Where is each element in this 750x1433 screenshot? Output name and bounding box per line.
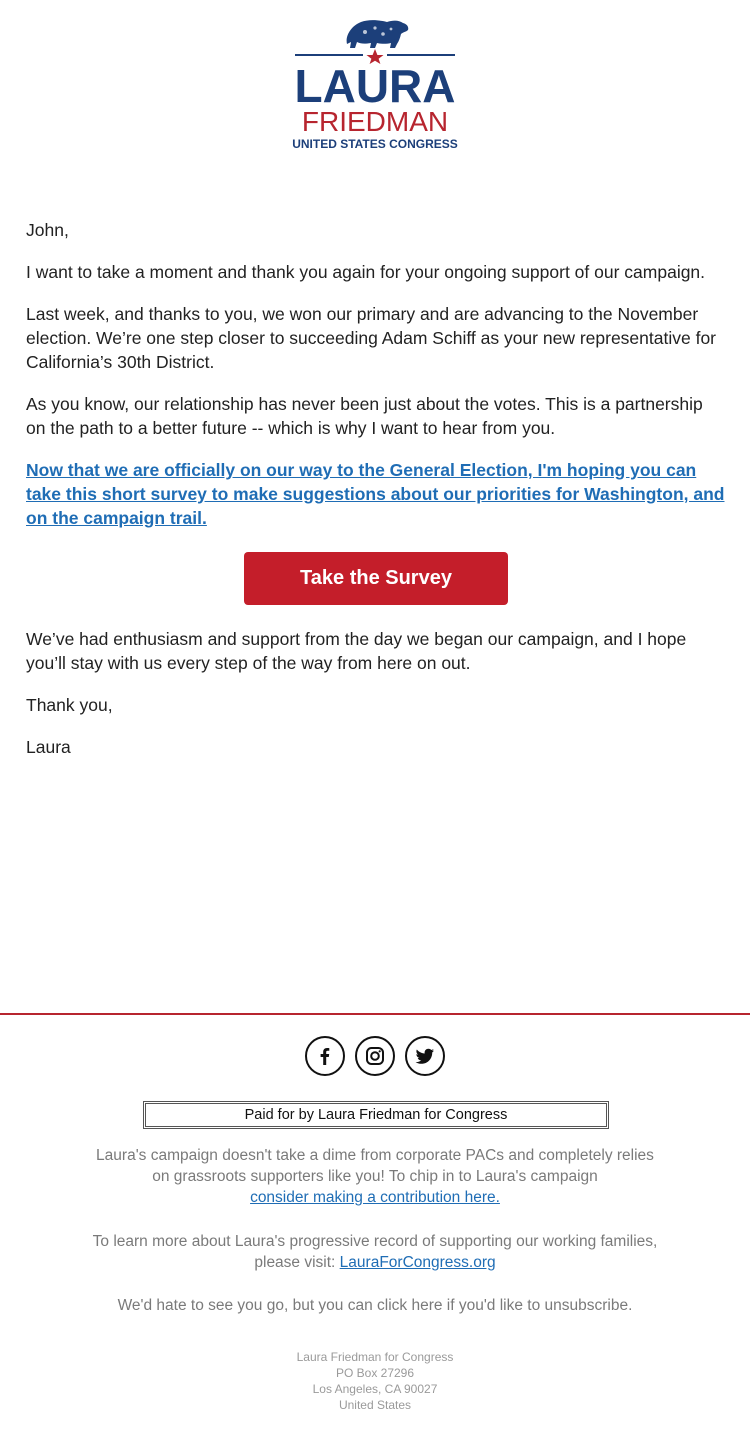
address-line-1: Laura Friedman for Congress: [296, 1350, 454, 1364]
learn-more-text: To learn more about Laura's progressive record of supporting our working families, please visit:: [92, 1233, 658, 1271]
address-line-4: United States: [338, 1398, 412, 1412]
facebook-icon[interactable]: [305, 1036, 345, 1076]
social-links: [0, 1036, 750, 1076]
twitter-icon[interactable]: [405, 1036, 445, 1076]
website-link[interactable]: LauraForCongress.org: [339, 1254, 496, 1271]
logo-name-first: LAURA: [294, 60, 456, 112]
unsubscribe-link[interactable]: We'd hate to see you go, but you can click here if you'd like to unsubscribe.: [117, 1297, 633, 1314]
cta-wrapper: [26, 552, 726, 605]
paragraph-primary-win: Last week, and thanks to you, we won our primary and are advancing to the November election. We’re one step closer to succeeding Adam Schiff as your new representative for California’s 30th District.: [26, 304, 717, 372]
instagram-icon[interactable]: [355, 1036, 395, 1076]
footer-divider: [0, 1013, 750, 1015]
campaign-logo: [0, 14, 750, 152]
email-body: [26, 218, 726, 777]
signoff: Thank you,: [26, 695, 113, 715]
signature: Laura: [26, 737, 71, 757]
logo-name-last: FRIEDMAN: [301, 106, 449, 137]
bear-star-emblem-icon: [295, 14, 455, 64]
address-line-2: PO Box 27296: [335, 1366, 415, 1380]
contribution-note: [90, 1145, 660, 1208]
mailing-address: [0, 1349, 750, 1413]
paragraph-thanks: I want to take a moment and thank you again for your ongoing support of our campaign.: [26, 262, 706, 282]
contribution-note-text: Laura's campaign doesn't take a dime from corporate PACs and completely relies on grassroots supporters like you! To chip in to Laura's campaign: [96, 1147, 654, 1185]
contribution-link[interactable]: consider making a contribution here.: [250, 1189, 500, 1206]
learn-more-note: [90, 1231, 660, 1273]
greeting: John,: [26, 220, 69, 240]
logo-subtitle: UNITED STATES CONGRESS: [292, 137, 458, 151]
take-survey-button[interactable]: Take the Survey: [244, 552, 508, 605]
paragraph-enthusiasm: We’ve had enthusiasm and support from the day we began our campaign, and I hope you’ll stay with us every step of the way from here on out.: [26, 629, 687, 673]
survey-link-paragraph: [26, 458, 726, 530]
survey-link[interactable]: Now that we are officially on our way to the General Election, I'm hoping you can take this short survey to make suggestions about our priorities for Washington, and on the campaign trail.: [26, 460, 725, 528]
address-line-3: Los Angeles, CA 90027: [312, 1382, 438, 1396]
paid-for-disclaimer: Paid for by Laura Friedman for Congress: [143, 1101, 609, 1129]
paragraph-partnership: As you know, our relationship has never been just about the votes. This is a partnership on the path to a better future -- which is why I want to hear from you.: [26, 394, 703, 438]
